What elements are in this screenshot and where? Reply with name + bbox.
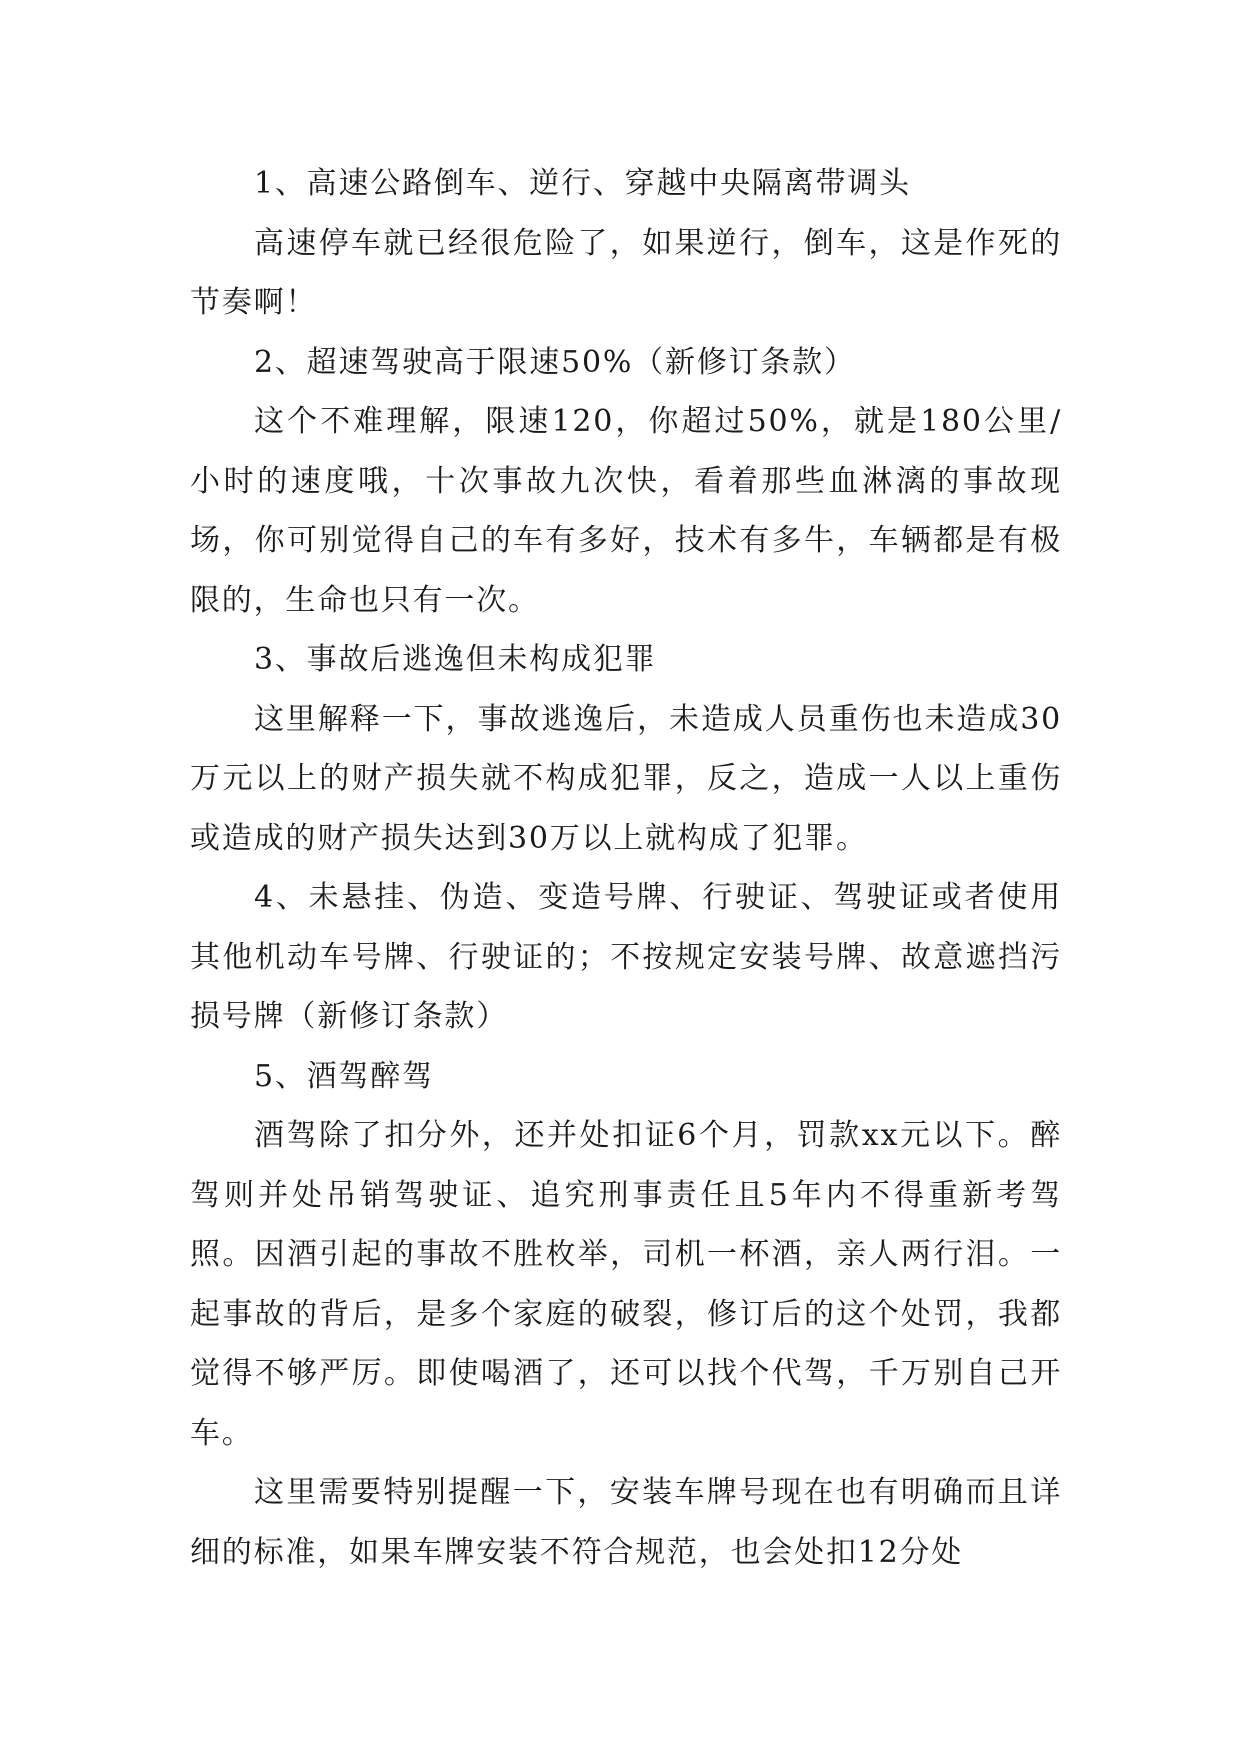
body-paragraph: 这里解释一下，事故逃逸后，未造成人员重伤也未造成30万元以上的财产损失就不构成犯罪，反之，造成一人以上重伤或造成的财产损失达到30万以上就构成了犯罪。 — [190, 701, 1062, 856]
body-paragraph: 高速停车就已经很危险了，如果逆行，倒车，这是作死的节奏啊！ — [190, 225, 1062, 320]
heading-item-4: 4、未悬挂、伪造、变造号牌、行驶证、驾驶证或者使用其他机动车号牌、行驶证的；不按规定安装号牌、故意遮挡污损号牌（新修订条款） — [190, 880, 1062, 1034]
heading-item-5: 5、酒驾醉驾 — [254, 1058, 434, 1094]
body-paragraph: 这个不难理解，限速120，你超过50%，就是180公里/小时的速度哦，十次事故九次快，看着那些血淋漓的事故现场，你可别觉得自己的车有多好，技术有多牛，车辆都是有极限的，生命也只有一次。 — [190, 404, 1062, 618]
body-paragraph: 酒驾除了扣分外，还并处扣证6个月，罚款xx元以下。醉驾则并处吊销驾驶证、追究刑事责任且5年内不得重新考驾照。因酒引起的事故不胜枚举，司机一杯酒，亲人两行泪。一起事故的背后，是多个家庭的破裂，修订后的这个处罚，我都觉得不够严厉。即使喝酒了，还可以找个代驾，千万别自己开车。 — [190, 1118, 1062, 1451]
heading-item-1: 1、高速公路倒车、逆行、穿越中央隔离带调头 — [254, 166, 911, 201]
heading-item-3: 3、事故后逃逸但未构成犯罪 — [254, 642, 657, 677]
heading-item-2: 2、超速驾驶高于限速50%（新修订条款） — [254, 344, 856, 380]
body-paragraph: 这里需要特别提醒一下，安装车牌号现在也有明确而且详细的标准，如果车牌安装不符合规范，也会处扣12分处 — [190, 1475, 1062, 1570]
document-body — [190, 154, 1062, 1582]
